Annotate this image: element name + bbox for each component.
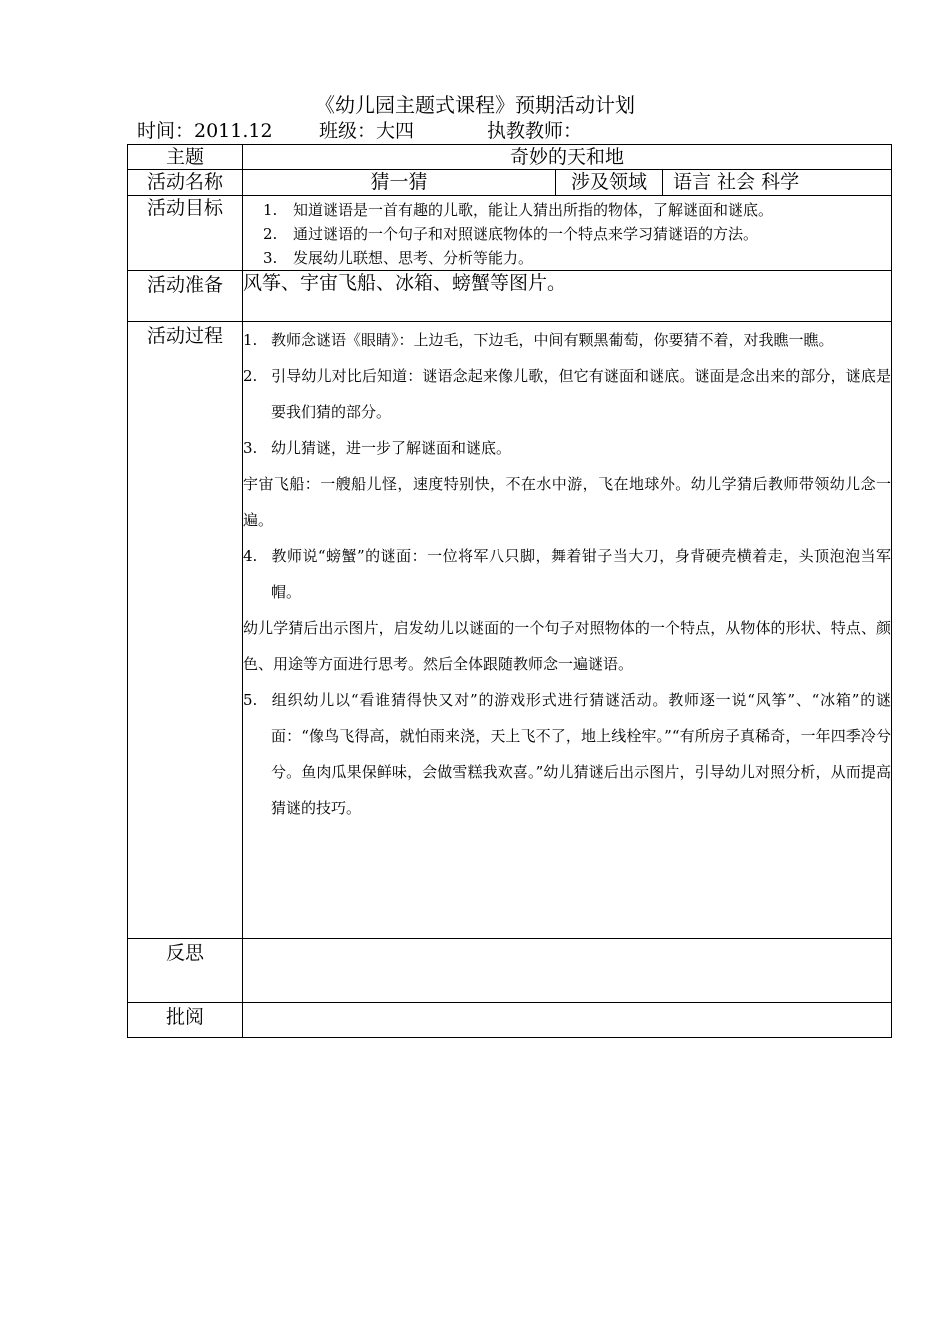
activity-name-label: 活动名称: [128, 170, 243, 196]
process-item-4: 4. 教师说“螃蟹”的谜面：一位将军八只脚，舞着钳子当大刀，身背硬壳横着走，头顶泡泡当军帽。: [243, 547, 892, 601]
process-paragraph-1: 宇宙飞船：一艘船儿怪，速度特别快，不在水中游，飞在地球外。幼儿学猜后教师带领幼儿念一遍。: [243, 475, 892, 529]
process-item-3: 3. 幼儿猜谜，进一步了解谜面和谜底。: [243, 439, 512, 457]
process-paragraph-2: 幼儿学猜后出示图片，启发幼儿以谜面的一个句子对照物体的一个特点，从物体的形状、特点、颜色、用途等方面进行思考。然后全体跟随教师念一遍谜语。: [243, 619, 892, 673]
activity-plan-table: [127, 144, 892, 1038]
goals-cell: [243, 196, 892, 271]
reflection-label: 反思: [128, 939, 243, 1003]
row-review: [128, 1003, 892, 1038]
process-cell: [243, 322, 892, 939]
goals-list: [243, 196, 891, 270]
row-process: [128, 322, 892, 939]
goal-item: 3. 发展幼儿联想、思考、分析等能力。: [263, 249, 534, 267]
row-theme: [128, 145, 892, 170]
review-value: [243, 1003, 892, 1038]
prep-value: 风筝、宇宙飞船、冰箱、螃蟹等图片。: [243, 271, 892, 322]
goals-label: 活动目标: [128, 196, 243, 271]
meta-class: 班级：大四: [319, 120, 415, 142]
row-activity-name: [128, 170, 892, 196]
row-goals: [128, 196, 892, 271]
document-meta: [137, 119, 582, 143]
row-preparation: [128, 271, 892, 322]
reflection-value: [243, 939, 892, 1003]
theme-value: 奇妙的天和地: [243, 145, 892, 170]
process-label: 活动过程: [128, 322, 243, 939]
row-reflection: [128, 939, 892, 1003]
meta-time: 时间：2011.12: [137, 120, 273, 142]
document-title: 《幼儿园主题式课程》预期活动计划: [315, 93, 635, 117]
domain-label: 涉及领域: [556, 170, 663, 196]
goal-item: 2. 通过谜语的一个句子和对照谜底物体的一个特点来学习猜谜语的方法。: [263, 225, 759, 243]
theme-label: 主题: [128, 145, 243, 170]
activity-name-value: 猜一猜: [243, 170, 556, 196]
process-item-1: 1. 教师念谜语《眼睛》：上边毛，下边毛，中间有颗黑葡萄，你要猜不着，对我瞧一瞧。: [243, 331, 834, 349]
review-label: 批阅: [128, 1003, 243, 1038]
prep-label: 活动准备: [128, 271, 243, 322]
meta-teacher: 执教教师：: [487, 120, 583, 142]
process-item-5: 5. 组织幼儿以“看谁猜得快又对”的游戏形式进行猜谜活动。教师逐一说“风筝”、“冰箱”的谜面：“像鸟飞得高，就怕雨来浇，天上飞不了，地上线栓牢。”“有所房子真稀奇，一年四季冷兮兮。鱼肉瓜果保鲜味，会做雪糕我欢喜。”幼儿猜谜后出示图片，引导幼儿对照分析，从而提高猜谜的技巧。: [243, 691, 892, 817]
process-item-2: 2. 引导幼儿对比后知道：谜语念起来像儿歌，但它有谜面和谜底。谜面是念出来的部分，谜底是要我们猜的部分。: [243, 367, 892, 421]
domain-value: 语言 社会 科学: [663, 170, 892, 196]
goal-item: 1. 知道谜语是一首有趣的儿歌，能让人猜出所指的物体，了解谜面和谜底。: [263, 201, 774, 219]
